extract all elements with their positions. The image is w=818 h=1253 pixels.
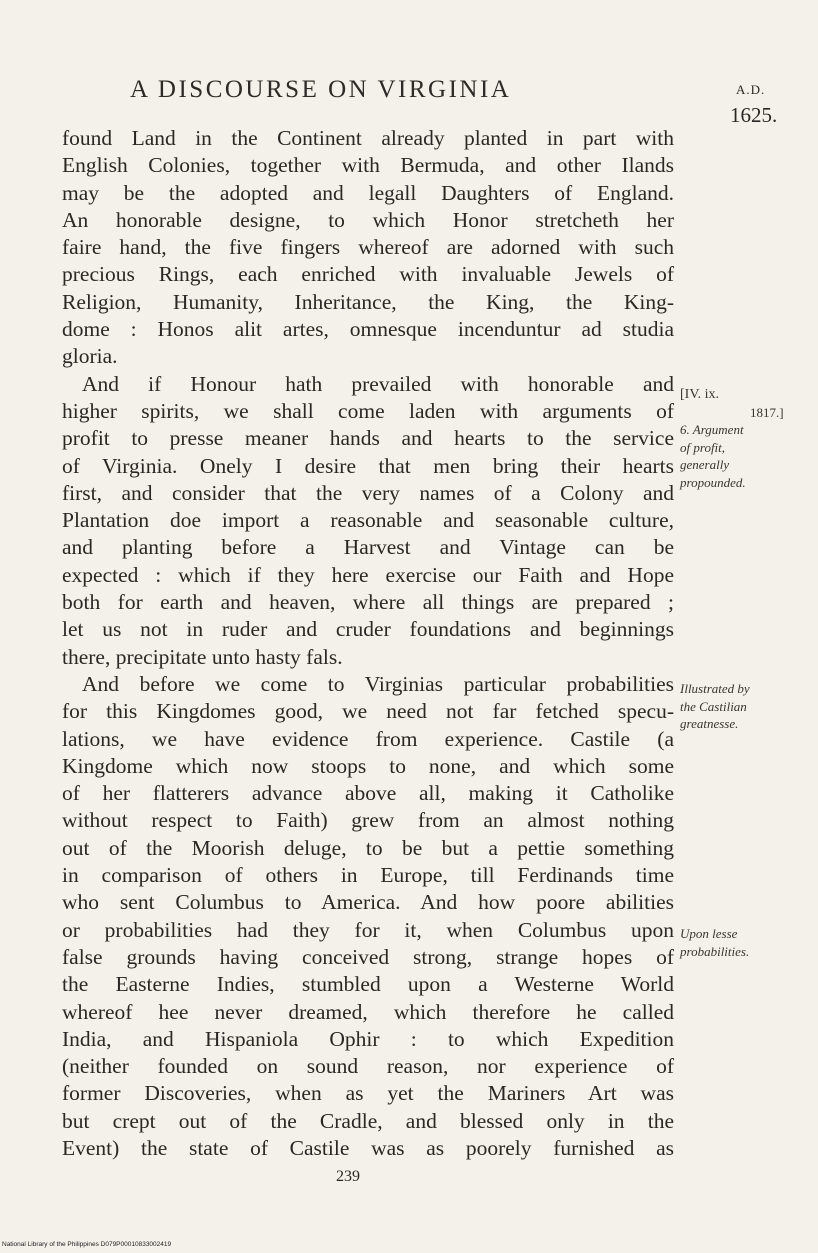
text-line: expected : which if they here exercise our Faith and Hope <box>62 562 674 587</box>
text-line: precious Rings, each enriched with invaluable Jewels of <box>62 262 674 287</box>
text-line: but crept out of the Cradle, and blessed only in the <box>62 1108 674 1133</box>
text-line: India, and Hispaniola Ophir : to which Expedition <box>62 1026 674 1051</box>
margin-note-line: 6. Argument <box>680 422 744 437</box>
paragraph-1 <box>62 125 674 371</box>
text-line: there, precipitate unto hasty fals. <box>62 644 343 669</box>
text-line: Kingdome which now stoops to none, and which some <box>62 753 674 778</box>
text-line: (neither founded on sound reason, nor experience of <box>62 1054 674 1079</box>
text-line: profit to presse meaner hands and hearts to the service <box>62 426 674 451</box>
text-line: false grounds having conceived strong, strange hopes of <box>62 944 674 969</box>
text-line: An honorable designe, to which Honor stretcheth her <box>62 207 674 232</box>
margin-note-line: generally <box>680 457 730 472</box>
margin-note-line: greatnesse. <box>680 716 739 731</box>
text-line: lations, we have evidence from experience. Castile (a <box>62 726 674 751</box>
text-line: the Easterne Indies, stumbled upon a Westerne World <box>62 972 674 997</box>
paragraph-2 <box>62 371 674 671</box>
margin-note-lesse-probabilities <box>680 925 808 960</box>
text-line: English Colonies, together with Bermuda, and other Ilands <box>62 153 674 178</box>
text-line: former Discoveries, when as yet the Mariners Art was <box>62 1081 674 1106</box>
text-line: without respect to Faith) grew from an almost nothing <box>62 808 674 833</box>
text-line: in comparison of others in Europe, till Ferdinands time <box>62 863 674 888</box>
text-line: who sent Columbus to America. And how poore abilities <box>62 890 674 915</box>
text-line: both for earth and heaven, where all things are prepared ; <box>62 590 674 615</box>
text-line: let us not in ruder and cruder foundations and beginnings <box>62 617 674 642</box>
text-line: of her flatterers advance above all, making it Catholike <box>62 781 674 806</box>
text-line: of Virginia. Onely I desire that men bring their hearts <box>62 453 674 478</box>
text-line: out of the Moorish deluge, to be but a pettie something <box>62 835 674 860</box>
text-line: gloria. <box>62 344 118 369</box>
margin-note-line: probabilities. <box>680 943 750 959</box>
margin-note-line: propounded. <box>680 474 746 490</box>
ad-label: A.D. <box>736 82 766 97</box>
text-line: And if Honour hath prevailed with honorable and <box>82 371 674 396</box>
margin-reference-line-2: 1817.] <box>750 404 784 420</box>
page-title: A DISCOURSE ON VIRGINIA <box>130 76 512 103</box>
margin-note-argument-of-profit <box>680 386 808 491</box>
year-label: 1625. <box>730 103 778 127</box>
text-line: faire hand, the five fingers whereof are adorned with such <box>62 235 674 260</box>
margin-note-line: Illustrated by <box>680 681 750 696</box>
footer-credit: National Library of the Philippines D079P00010833002419 <box>2 1241 172 1248</box>
text-line: and planting before a Harvest and Vintage can be <box>62 535 674 560</box>
body-text <box>62 125 674 1162</box>
text-line: for this Kingdomes good, we need not far fetched specu- <box>62 699 674 724</box>
text-line: Plantation doe import a reasonable and seasonable culture, <box>62 508 674 533</box>
margin-note-line: the Castilian <box>680 698 747 714</box>
text-line: Religion, Humanity, Inheritance, the King, the King- <box>62 289 674 314</box>
margin-note-castilian-greatnesse <box>680 680 808 733</box>
paragraph-3 <box>62 671 674 1162</box>
text-line: whereof hee never dreamed, which therefore he called <box>62 999 674 1024</box>
text-line: dome : Honos alit artes, omnesque incenduntur ad studia <box>62 317 674 342</box>
text-line: first, and consider that the very names of a Colony and <box>62 480 674 505</box>
margin-reference: [IV. ix. <box>680 387 720 402</box>
margin-note-line: Upon lesse <box>680 926 738 941</box>
text-line: higher spirits, we shall come laden with arguments of <box>62 398 674 423</box>
margin-note-line: of profit, <box>680 439 726 455</box>
text-line: or probabilities had they for it, when Columbus upon <box>62 917 674 942</box>
text-line: found Land in the Continent already planted in part with <box>62 126 674 150</box>
text-line: may be the adopted and legall Daughters of England. <box>62 180 674 205</box>
page-number: 239 <box>336 1168 360 1185</box>
text-line: And before we come to Virginias particular probabilities <box>82 671 674 696</box>
text-line: Event) the state of Castile was as poorely furnished as <box>62 1135 674 1160</box>
